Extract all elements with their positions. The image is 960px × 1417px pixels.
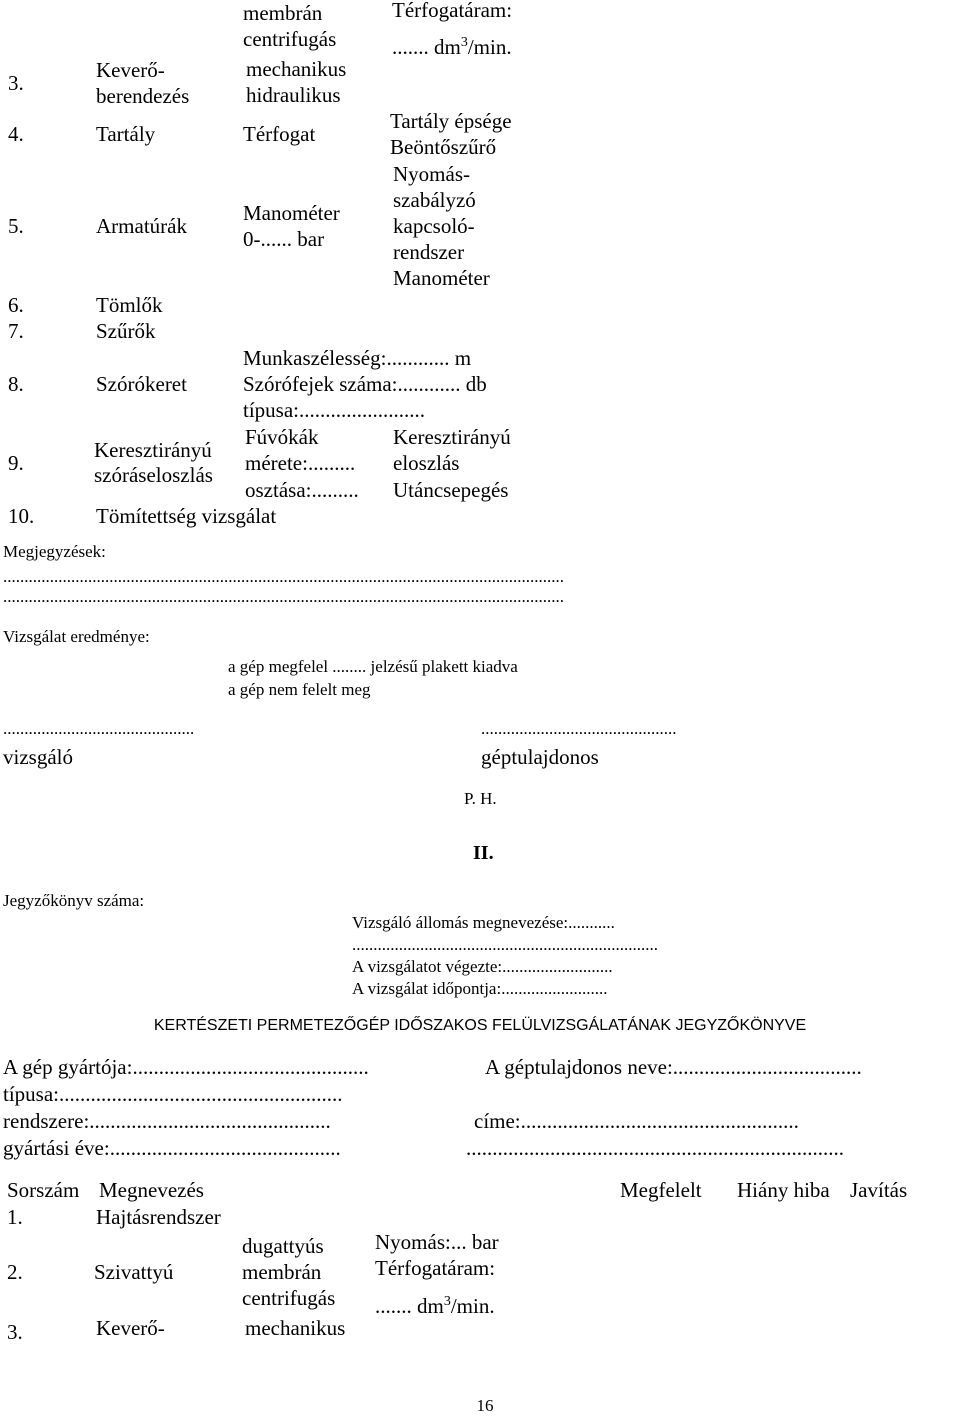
notes-line-1[interactable]: .................................................................................................................................... xyxy=(3,567,564,586)
machine-year-field[interactable]: gyártási éve:............................................ xyxy=(3,1136,341,1160)
owner-signature-line: .............................................. xyxy=(481,719,677,738)
result-option-passed[interactable]: a gép megfelel ........ jelzésű plakett kiadva xyxy=(228,657,518,676)
r9-col4-distribution: eloszlás xyxy=(393,451,460,475)
r4-number: 4. xyxy=(8,122,24,146)
r3-col4-flowrate: Térfogatáram: xyxy=(392,0,513,22)
r4-col4-tank-integrity: Tartály épsége xyxy=(390,109,512,133)
b-r2-col3-centrifugal: centrifugás xyxy=(242,1286,336,1310)
r5-col4-regulator: szabályzó xyxy=(393,188,476,212)
station-name-field-cont[interactable]: ........................................................................ xyxy=(352,935,658,954)
stamp-label: P. H. xyxy=(464,789,497,808)
r3-col3-membran: membrán xyxy=(243,1,323,25)
r9-name-line1: Keresztirányú xyxy=(94,438,212,462)
r9-col3-nozzles: Fúvókák xyxy=(245,425,319,449)
b-r1-name: Hajtásrendszer xyxy=(96,1205,221,1229)
r4-col3: Térfogat xyxy=(243,122,316,146)
r5-col4-manometer: Manométer xyxy=(393,266,490,290)
b-r2-number: 2. xyxy=(7,1260,23,1284)
b-r2-col4-pressure: Nyomás:... bar xyxy=(375,1230,499,1254)
col-header-name: Megnevezés xyxy=(99,1178,204,1202)
machine-type-field[interactable]: típusa:...................................................... xyxy=(3,1082,343,1106)
notes-line-2[interactable]: .................................................................................................................................... xyxy=(3,587,564,606)
r3-name-line2: berendezés xyxy=(96,84,190,108)
r5-col4-switch: kapcsoló- xyxy=(393,214,475,238)
performed-by-field[interactable]: A vizsgálatot végezte:.......................... xyxy=(352,957,613,976)
r10-number: 10. xyxy=(8,504,35,528)
r9-col4-dripping: Utáncsepegés xyxy=(393,478,509,502)
r3-number: 3. xyxy=(8,71,24,95)
r9-number: 9. xyxy=(8,451,24,475)
document-title: KERTÉSZETI PERMETEZŐGÉP IDŐSZAKOS FELÜLVIZSGÁLATÁNAK JEGYZŐKÖNYVE xyxy=(153,1017,807,1034)
b-r3-col3: mechanikus xyxy=(245,1316,346,1340)
r5-col3-manometer: Manométer xyxy=(243,201,340,225)
owner-name-field[interactable]: A géptulajdonos neve:.................................... xyxy=(485,1055,862,1079)
r8-name: Szórókeret xyxy=(96,372,187,396)
b-r2-col3-piston: dugattyús xyxy=(242,1234,324,1258)
r9-name-line2: szóráseloszlás xyxy=(94,463,213,487)
r3-col3-mechanical: mechanikus xyxy=(246,57,347,81)
owner-address-field-cont[interactable]: ........................................................................ xyxy=(466,1136,844,1160)
r9-col3-spacing: osztása:......... xyxy=(245,478,359,502)
r6-name: Tömlők xyxy=(96,293,163,317)
r8-number: 8. xyxy=(8,372,24,396)
r3-col4-flow-value: ....... $dm^3/\min$. xyxy=(392,35,512,59)
report-number-label: Jegyzőkönyv száma: xyxy=(3,891,145,910)
r8-nozzle-count: Szórófejek száma:............ db xyxy=(243,372,487,396)
owner-address-field[interactable]: címe:..................................................... xyxy=(474,1109,799,1133)
r5-name: Armatúrák xyxy=(96,214,187,238)
b-r3-number: 3. xyxy=(7,1320,23,1344)
col-header-fault: Hiány hiba xyxy=(737,1178,830,1202)
col-header-passed: Megfelelt xyxy=(620,1178,702,1202)
r7-name: Szűrők xyxy=(96,319,156,343)
inspector-signature-line: ............................................. xyxy=(3,719,195,738)
b-r2-name: Szivattyú xyxy=(94,1260,174,1284)
b-r3-name: Keverő- xyxy=(96,1316,165,1340)
r10-name: Tömítettség vizsgálat xyxy=(96,504,277,528)
col-header-repair: Javítás xyxy=(850,1178,908,1202)
r6-number: 6. xyxy=(8,293,24,317)
result-label: Vizsgálat eredménye: xyxy=(3,627,150,646)
station-name-field[interactable]: Vizsgáló állomás megnevezése:........... xyxy=(352,913,615,932)
owner-label: géptulajdonos xyxy=(481,745,599,769)
section-roman-numeral: II. xyxy=(473,842,494,864)
b-r1-number: 1. xyxy=(7,1205,23,1229)
col-header-number: Sorszám xyxy=(7,1178,80,1202)
r9-col4-transverse: Keresztirányú xyxy=(393,425,511,449)
r5-number: 5. xyxy=(8,214,24,238)
r5-col4-pressure: Nyomás- xyxy=(393,162,470,186)
r4-col4-filler-strainer: Beöntőszűrő xyxy=(390,135,497,159)
r5-col4-system: rendszer xyxy=(393,240,465,264)
page-number: 16 xyxy=(476,1396,494,1415)
r4-name: Tartály xyxy=(96,122,156,146)
r3-col3-hydraulic: hidraulikus xyxy=(246,83,341,107)
r9-col3-size: mérete:......... xyxy=(245,451,356,475)
inspection-date-field[interactable]: A vizsgálat időpontja:......................... xyxy=(352,979,608,998)
r7-number: 7. xyxy=(8,319,24,343)
machine-maker-field[interactable]: A gép gyártója:............................................. xyxy=(3,1055,369,1079)
r3-name-line1: Keverő- xyxy=(96,58,165,82)
notes-label: Megjegyzések: xyxy=(3,542,106,561)
result-option-failed[interactable]: a gép nem felelt meg xyxy=(228,680,371,699)
machine-system-field[interactable]: rendszere:.............................................. xyxy=(3,1109,331,1133)
r8-nozzle-type: típusa:........................ xyxy=(243,398,425,422)
b-r2-col4-flow-value: ....... $dm^3/\min$. xyxy=(375,1294,495,1318)
inspector-label: vizsgáló xyxy=(3,745,73,769)
r8-working-width: Munkaszélesség:............ m xyxy=(243,346,472,370)
b-r2-col4-flowrate: Térfogatáram: xyxy=(375,1256,496,1280)
b-r2-col3-membrane: membrán xyxy=(242,1260,322,1284)
r3-col3-centrifugal: centrifugás xyxy=(243,27,337,51)
r5-col3-range: 0-...... bar xyxy=(243,227,325,251)
